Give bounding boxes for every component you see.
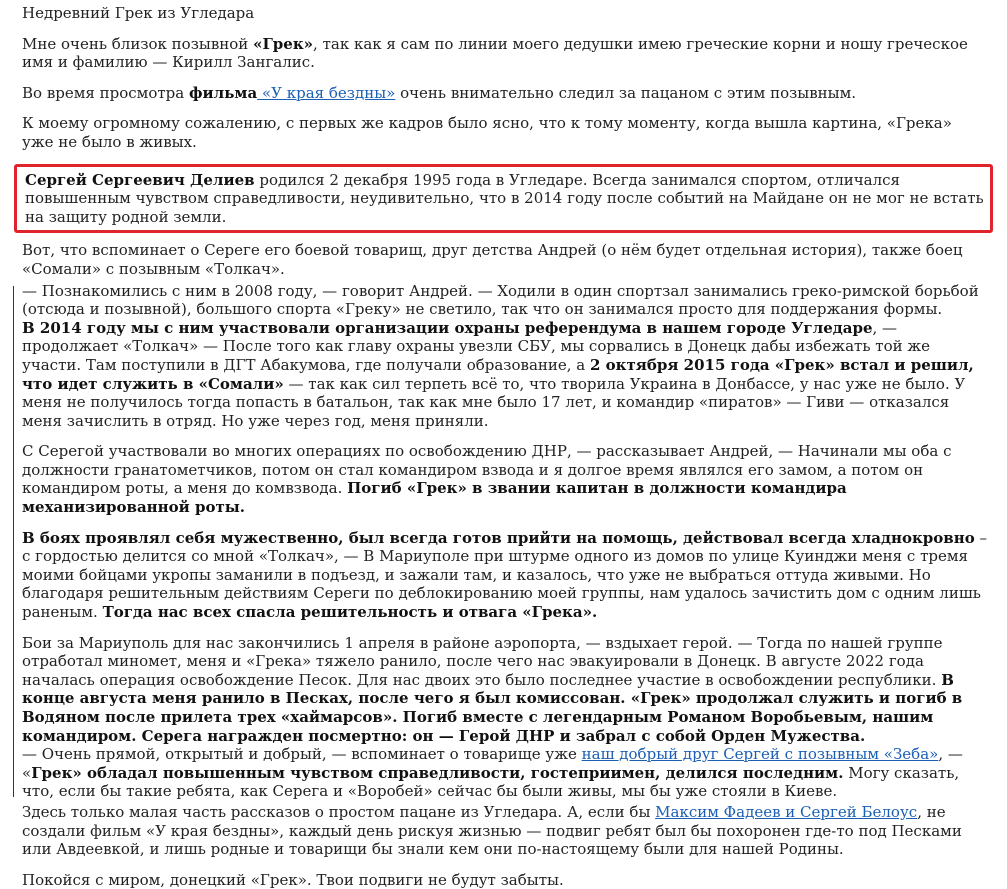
quote-p3-bold: Погиб «Грек» в звании капитан в должности командира механизированной роты. — [22, 479, 847, 517]
zeba-link[interactable]: наш добрый друг Сергей с позывным «Зеба» — [581, 745, 939, 764]
quote-p2-bold1: В 2014 году мы с ним участвовали организации охраны референдума в нашем городе Угледаре — [22, 318, 873, 337]
movie-text-end: очень внимательно следил за пацаном с этим позывным. — [395, 83, 857, 102]
regret-paragraph: К моему огромному сожалению, с первых же кадров было ясно, что к тому моменту, когда вышла картина, «Грека» уже не было в живых. — [22, 114, 952, 151]
quote-p6-bold: Грек» обладал повышенным чувством справедливости, гостеприимен, делился последним. — [31, 763, 844, 782]
movie-text: Во время просмотра — [22, 83, 189, 102]
outro-text: Здесь только малая часть рассказов о простом пацане из Угледара. А, если бы — [22, 802, 656, 821]
quote-p4-bold2: Тогда нас всех спасла решительность и отвага «Грека». — [102, 603, 598, 622]
recall-paragraph: Вот, что вспоминает о Сереге его боевой товарищ, друг детства Андрей (о нём будет отдельная история), также боец «Сомали» с позывным «Толкач». — [22, 241, 963, 278]
quote-bar — [13, 286, 14, 797]
quote-p4 — [22, 529, 987, 622]
bio-name: Сергей Сергеевич Делиев — [25, 170, 255, 189]
quote-p2 — [22, 319, 987, 431]
bio-paragraph — [25, 171, 984, 227]
outro-text-end: , не создали фильм «У края бездны», каждый день рискуя жизнью — подвиг ребят был бы похоронен где-то под Песками или Авдеевкой, и лишь родные и товарищи бы знали кем они по-настоящему были для нашей Родины. — [22, 802, 962, 859]
quote-p1: — Познакомились с ним в 2008 году, — говорит Андрей. — Ходили в один спортзал занимались греко-римской борьбой (отсюда и позывной), большого спорта «Греку» не светило, так что он занимался просто для поддержания формы. — [22, 281, 979, 319]
quote-p2-text1: , — продолжает «Толкач» — После того как главу охраны увезли СБУ, мы сорвались в Донецк дабы избежать той же участи. Там поступили в ДГТ Абакумова, где получали образование, а — [22, 318, 931, 374]
intro-text-end: , так как я сам по линии моего дедушки имею греческие корни и ношу греческое имя и фамилию — Кирилл Зангалис. — [22, 34, 968, 72]
quote-block — [22, 282, 987, 801]
article — [0, 4, 1007, 889]
intro-paragraph — [22, 35, 987, 72]
bio-highlight-box — [14, 164, 993, 234]
intro-text: Мне очень близок позывной — [22, 34, 254, 53]
quote-p4-bold1: В боях проявлял себя мужественно, был всегда готов прийти на помощь, действовал всегда хладнокровно — [22, 528, 975, 547]
quote-p6-text2: , — « — [22, 745, 963, 782]
quote-p2-text2: — так как сил терпеть всё то, что творила Украина в Донбассе, у нас уже не было. У меня не получилось тогда попасть в батальон, так как мне было 17 лет, и командир «пиратов» — Гиви — отказался меня зачислить в отряд. Но уже через год, меня приняли. — [22, 374, 966, 430]
article-title: Недревний Грек из Угледара — [22, 4, 255, 22]
quote-p6-text1: — Очень прямой, открытый и добрый, — вспоминает о товарище уже — [22, 745, 582, 764]
quote-p2-bold2: 2 октября 2015 года «Грек» встал и решил, что идет служить в «Сомали» — [22, 355, 974, 393]
quote-p6 — [22, 745, 987, 801]
movie-link[interactable]: «У края бездны» — [257, 83, 396, 102]
quote-p6-text3: Могу сказать, что, если бы такие ребята, как Серега и «Воробей» сейчас бы были живы, мы бы уже стояли в Киеве. — [22, 763, 960, 801]
movie-paragraph — [22, 84, 987, 103]
quote-p5-text: Бои за Мариуполь для нас закончились 1 апреля в районе аэропорта, — вздыхает герой. — Тогда по нашей группе отработал миномет, меня и «Грека» тяжело ранило, после чего нас эвакуировали в Донецк. В августе 2022 года началась операция освобождение Песок. Для нас двоих это было последнее участие в освобождении республики. — [22, 633, 943, 689]
outro-paragraph — [22, 803, 987, 859]
quote-p3-text: С Серегой участвовали во многих операциях по освобождению ДНР, — рассказывает Андрей, — Начинали мы оба с должности гранатометчиков, потом он стал командиром взвода и я долгое время являлся его замом, а потом он командиром роты, а меня до комвзвода. — [22, 442, 952, 498]
bio-text: родился 2 декабря 1995 года в Угледаре. Всегда занимался спортом, отличался повышенным чувством справедливости, неудивительно, что в 2014 году после событий на Майдане он не мог не встать на защиту родной земли. — [25, 170, 984, 226]
authors-link[interactable]: Максим Фадеев и Сергей Белоус — [655, 802, 918, 821]
quote-p4-text: – с гордостью делится со мной «Толкач», — В Мариуполе при штурме одного из домов по улице Куинджи меня с тремя моими бойцами укропы заманили в подъезд, и зажали там, и казалось, что уже не выбраться оттуда живыми. Но благодаря решительным действиям Сереги по деблокированию моей группы, нам удалось зачистить дом с одним лишь раненым. — [22, 528, 987, 622]
film-bold: фильма — [189, 83, 258, 102]
callsign-bold: «Грек» — [253, 34, 314, 53]
quote-p3 — [22, 442, 987, 516]
farewell-paragraph: Покойся с миром, донецкий «Грек». Твои подвиги не будут забыты. — [22, 870, 564, 889]
quote-p5-bold: В конце августа меня ранило в Песках, после чего я был комиссован. «Грек» продолжал служить и погиб в Водяном после прилета трех «хаймарсов». Погиб вместе с легендарным Романом Воробьевым, нашим командиром. Серега награжден посмертно: он — Герой ДНР и забрал с собой Орден Мужества. — [22, 670, 963, 745]
quote-p5 — [22, 634, 987, 746]
